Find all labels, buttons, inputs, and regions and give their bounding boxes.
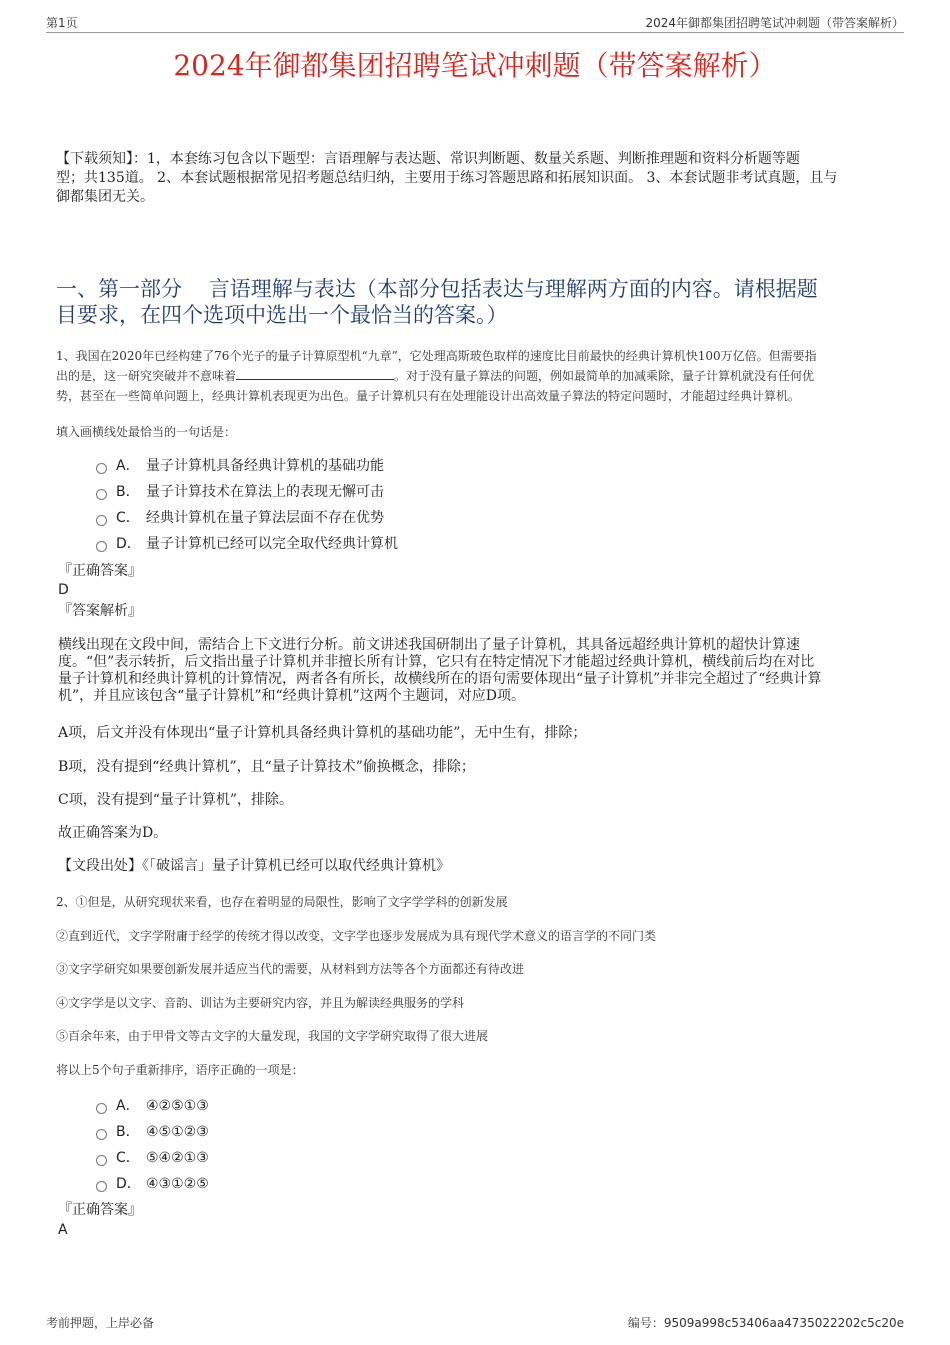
option-label: B． (116, 484, 140, 500)
header-divider (46, 32, 904, 33)
q1-answer: D (58, 582, 69, 598)
notice-line: 【下载须知】：1，本套练习包含以下题型：言语理解与表达题、常识判断题、数量关系题、判断推理题和资料分析题等题 (56, 151, 800, 167)
q1-prompt: 填入画横线处最恰当的一句话是： (56, 425, 237, 439)
notice-line: 御都集团无关。 (56, 189, 154, 205)
option-label: D． (116, 536, 141, 552)
q1-option-d[interactable] (96, 535, 398, 553)
radio-icon[interactable] (96, 1129, 107, 1140)
header-doc-title: 2024年御都集团招聘笔试冲刺题（带答案解析） (645, 16, 904, 30)
radio-icon[interactable] (96, 1181, 107, 1192)
option-text: 量子计算机具备经典计算机的基础功能 (146, 458, 384, 474)
analysis-line: 量子计算机和经典计算机的计算情况，两者各有所长，故横线所在的语句需要体现出“量子计算机”并非完全超过了“经典计算 (58, 671, 822, 687)
option-label: D． (116, 1176, 141, 1192)
radio-icon[interactable] (96, 541, 107, 552)
option-text: ⑤④②①③ (146, 1150, 209, 1166)
analysis-line: 度。“但”表示转折，后文指出量子计算机并非擅长所有计算，它只有在特定情况下才能超过经典计算机，横线前后均在对比 (58, 654, 815, 670)
q2-option-d[interactable] (96, 1175, 209, 1193)
q1-stem-line (56, 366, 896, 386)
option-label: C． (116, 1150, 140, 1166)
option-label: B． (116, 1124, 140, 1140)
radio-icon[interactable] (96, 463, 107, 474)
q1-option-b[interactable] (96, 483, 384, 501)
page-number: 第1页 (46, 16, 78, 30)
q2-sentence-2: ②直到近代，文字学附庸于经学的传统才得以改变，文字学也逐步发展成为具有现代学术意义的语言学的不同门类 (56, 929, 657, 943)
q1-stem (56, 346, 896, 406)
option-label: A． (116, 1098, 140, 1114)
q2-answer: A (58, 1222, 68, 1238)
q1-analysis-label: 『答案解析』 (58, 603, 142, 619)
analysis-line: 机”，并且应该包含“量子计算机”和“经典计算机”这两个主题词，对应D项。 (58, 688, 526, 704)
radio-icon[interactable] (96, 515, 107, 526)
q1-analysis-b: B项，没有提到“经典计算机”，且“量子计算技术”偷换概念，排除； (58, 759, 475, 775)
section-heading-line: 目要求，在四个选项中选出一个最恰当的答案。） (56, 303, 508, 327)
option-label: C． (116, 510, 140, 526)
q1-option-a[interactable] (96, 457, 384, 475)
page-title: 2024年御都集团招聘笔试冲刺题（带答案解析） (173, 49, 777, 82)
section-heading (56, 276, 896, 328)
q1-analysis-c: C项，没有提到“量子计算机”，排除。 (58, 792, 294, 808)
download-notice (56, 150, 896, 207)
q2-option-b[interactable] (96, 1123, 209, 1141)
radio-icon[interactable] (96, 1155, 107, 1166)
q1-conclusion: 故正确答案为D。 (58, 825, 168, 841)
q1-stem-line: 1、我国在2020年已经构建了76个光子的量子计算原型机“九章”，它处理高斯玻色取样的速度比目前最快的经典计算机快100万亿倍。但需要指 (56, 349, 817, 363)
q2-sentence-3: ③文字学研究如果要创新发展并适应当代的需要，从材料到方法等各个方面都还有待改进 (56, 962, 525, 976)
q2-option-a[interactable] (96, 1097, 209, 1115)
q2-answer-label: 『正确答案』 (58, 1202, 142, 1218)
footer-code (628, 1314, 904, 1331)
q1-source: 【文段出处】《「破谣言」量子计算机已经可以取代经典计算机》 (58, 858, 450, 874)
q2-prompt: 将以上5个句子重新排序，语序正确的一项是： (56, 1063, 304, 1077)
q2-sentence-1: 2、①但是，从研究现状来看，也存在着明显的局限性，影响了文字学学科的创新发展 (56, 895, 508, 909)
option-label: A． (116, 458, 140, 474)
q1-stem-text: 。对于没有量子算法的问题，例如最简单的加减乘除，量子计算机就没有任何优 (394, 369, 815, 383)
notice-line: 型；共135道。 2、本套试题根据常见招考题总结归纳，主要用于练习答题思路和拓展知识面。 3、本套试题非考试真题，且与 (56, 170, 838, 186)
analysis-line: 横线出现在文段中间，需结合上下文进行分析。前文讲述我国研制出了量子计算机，其具备远超经典计算机的超快计算速 (58, 637, 800, 653)
option-text: ④②⑤①③ (146, 1098, 209, 1114)
option-text: ④③①②⑤ (146, 1176, 209, 1192)
fill-blank (236, 367, 394, 380)
q1-stem-text: 出的是，这一研究突破并不意味着 (56, 369, 237, 383)
option-text: 经典计算机在量子算法层面不存在优势 (146, 510, 384, 526)
q1-analysis (58, 637, 898, 705)
section-heading-line: 一、第一部分 言语理解与表达（本部分包括表达与理解两方面的内容。请根据题 (56, 277, 818, 301)
q1-analysis-a: A项，后文并没有体现出“量子计算机具备经典计算机的基础功能”，无中生有，排除； (58, 725, 587, 741)
footer-code-value: 9509a998c53406aa4735022202c5c20e (663, 1316, 904, 1330)
footer-slogan: 考前押题，上岸必备 (46, 1316, 155, 1330)
q1-answer-label: 『正确答案』 (58, 563, 142, 579)
q1-option-c[interactable] (96, 509, 384, 527)
q2-sentence-4: ④文字学是以文字、音韵、训诂为主要研究内容，并且为解读经典服务的学科 (56, 996, 465, 1010)
option-text: ④⑤①②③ (146, 1124, 209, 1140)
option-text: 量子计算机已经可以完全取代经典计算机 (146, 536, 398, 552)
radio-icon[interactable] (96, 1103, 107, 1114)
option-text: 量子计算技术在算法上的表现无懈可击 (146, 484, 384, 500)
footer-code-label: 编号： (627, 1316, 664, 1330)
q1-stem-line: 势，甚至在一些简单问题上，经典计算机表现更为出色。量子计算机只有在处理能设计出高效量子算法的特定问题时，才能超过经典计算机。 (56, 389, 801, 403)
radio-icon[interactable] (96, 489, 107, 500)
q2-option-c[interactable] (96, 1149, 209, 1167)
q2-sentence-5: ⑤百余年来，由于甲骨文等古文字的大量发现，我国的文字学研究取得了很大进展 (56, 1029, 489, 1043)
